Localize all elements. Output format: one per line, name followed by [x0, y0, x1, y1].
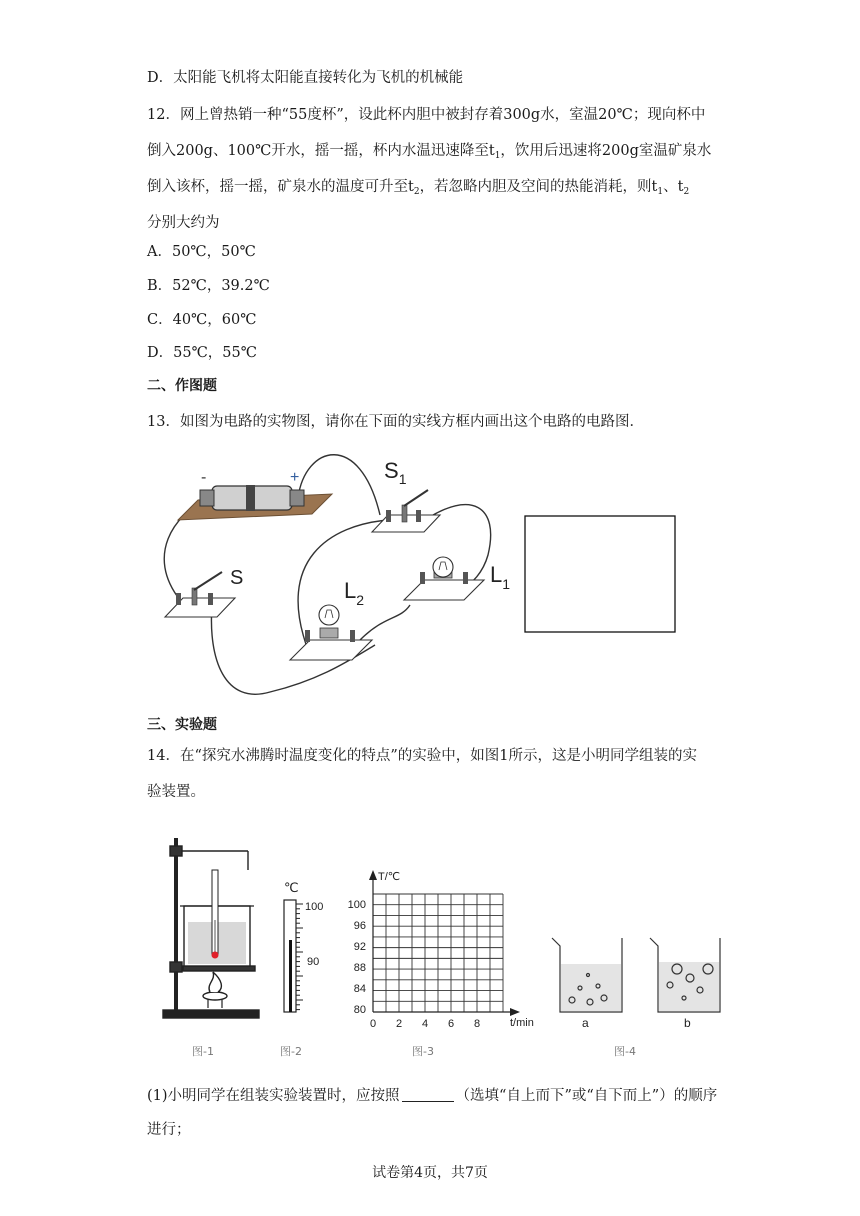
q14-line1: 14．在“探究水沸腾时温度变化的特点”的实验中，如图1所示，这是小明同学组装的实 [147, 748, 697, 764]
q12-option-a: A．50℃，50℃ [147, 244, 256, 260]
q12-line2: 倒入200g、100℃开水，摇一摇，杯内水温迅速降至$t_1$，饮用后迅速将200g室温矿泉水 [147, 143, 712, 161]
graph-ytick: 88 [353, 962, 366, 974]
circuit-answer-box [525, 516, 675, 632]
graph-xlabel: t/min [510, 1017, 534, 1029]
switch-s-label: S [230, 567, 244, 589]
switch-s1-icon [372, 490, 440, 532]
lamp-l2-label: $L_2$ [344, 578, 365, 608]
beaker-b-icon [650, 938, 720, 1012]
figure-label-1: 图-1 [192, 1045, 214, 1058]
page-footer: 试卷第4页，共7页 [372, 1165, 488, 1181]
graph-ytick: 84 [353, 983, 366, 995]
q12-line1: 12．网上曾热销一种“55度杯”，设此杯内胆中被封存着300g水，室温20℃；现向杯中 [147, 107, 706, 123]
graph-xtick: 8 [473, 1018, 481, 1030]
q11-option-d: D．太阳能飞机将太阳能直接转化为飞机的机械能 [147, 70, 464, 86]
beaker-a-label: a [582, 1016, 589, 1030]
thermometer-label-100: 100 [305, 901, 324, 913]
experiment-figures [150, 825, 740, 1035]
thermometer-label-90: 90 [307, 956, 320, 968]
figure-label-4: 图-4 [614, 1045, 636, 1058]
figure-label-3: 图-3 [412, 1045, 434, 1058]
switch-s1-label: $S_1$ [384, 458, 407, 487]
q13-text: 13．如图为电路的实物图，请你在下面的实线方框内画出这个电路的电路图． [147, 414, 644, 430]
graph-xtick: 0 [369, 1018, 377, 1030]
graph-ytick: 96 [353, 920, 366, 932]
q12-option-c: C．40℃，60℃ [147, 312, 257, 328]
q14-sub1-line1: (1)小明同学在组装实验装置时，应按照 （选填“自上而下”或“自下而上”）的顺序 [147, 1088, 718, 1104]
temperature-time-grid [373, 894, 503, 1012]
battery-icon [200, 485, 304, 511]
section-heading-drawing: 二、作图题 [147, 378, 217, 394]
q12-line4: 分别大约为 [147, 215, 220, 231]
q12-line3: 倒入该杯，摇一摇，矿泉水的温度可升至$t_2$，若忽略内胆及空间的热能消耗，则$t_1$、$t_2$ [147, 179, 690, 197]
lamp-l1-icon [404, 557, 484, 600]
boiling-apparatus-icon [163, 838, 259, 1018]
figure-label-2: 图-2 [280, 1045, 302, 1058]
q14-sub1-line2: 进行； [147, 1122, 191, 1138]
graph-ytick: 92 [353, 941, 366, 953]
q14-line2: 验装置。 [147, 784, 205, 800]
graph-xtick: 6 [447, 1018, 455, 1030]
battery-plus-label: + [290, 469, 300, 486]
thermometer-unit: ℃ [284, 880, 299, 895]
beaker-b-label: b [684, 1016, 691, 1030]
circuit-figure [140, 440, 700, 710]
q12-option-d: D．55℃，55℃ [147, 345, 257, 361]
section-heading-experiment: 三、实验题 [147, 717, 217, 733]
graph-xtick: 4 [421, 1018, 429, 1030]
graph-axes [369, 870, 520, 1016]
thermometer-scale-icon [284, 900, 303, 1012]
beaker-a-icon [552, 938, 622, 1012]
lamp-l1-label: $L_1$ [490, 562, 511, 592]
graph-ylabel: T/℃ [378, 871, 401, 883]
graph-ytick: 80 [353, 1004, 366, 1016]
battery-minus-label: - [201, 469, 207, 486]
q12-option-b: B．52℃，39.2℃ [147, 278, 270, 294]
graph-xtick: 2 [395, 1018, 403, 1030]
answer-blank[interactable] [402, 1087, 454, 1102]
graph-ytick: 100 [347, 899, 366, 911]
